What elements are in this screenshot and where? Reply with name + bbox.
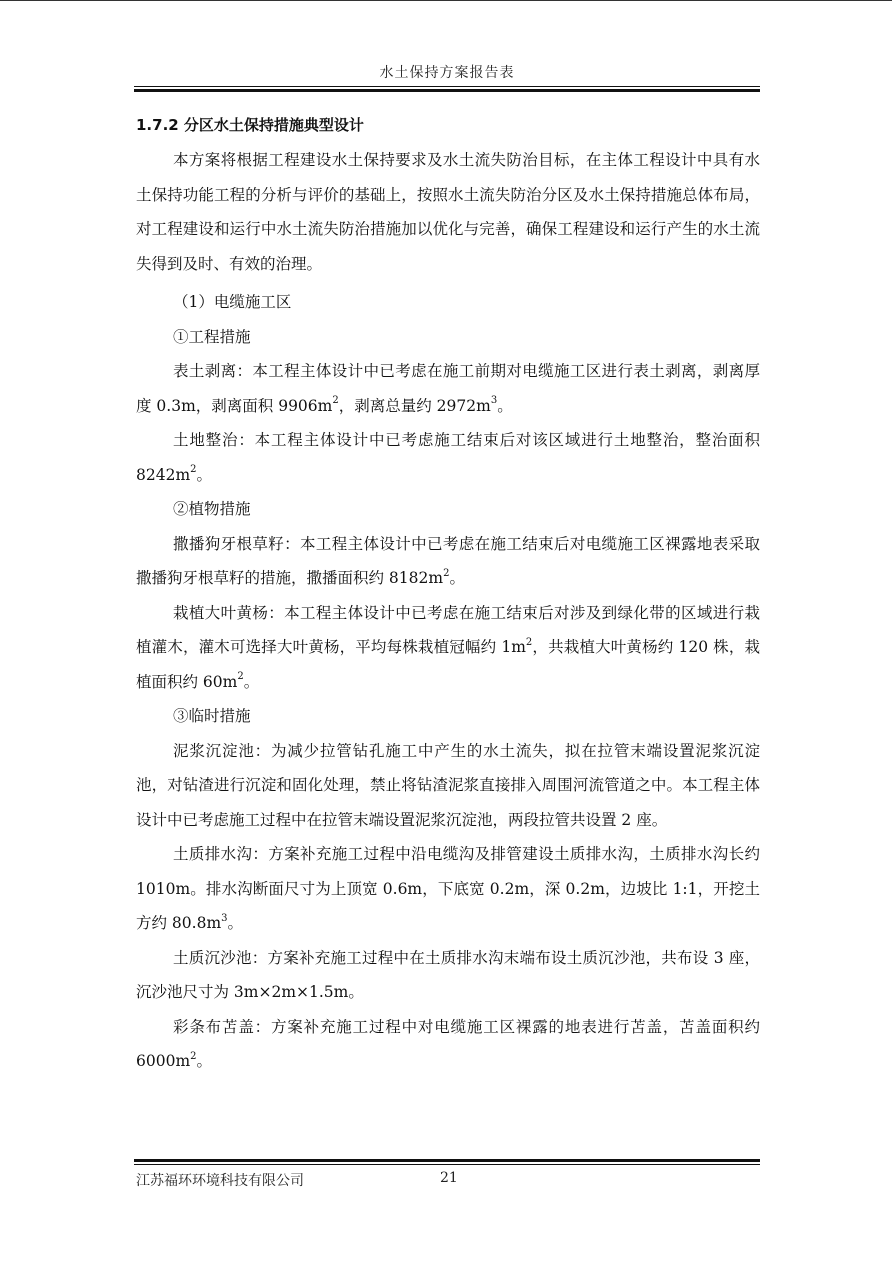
shrub-paragraph (136, 596, 760, 700)
land-text-a: 土地整治：本工程主体设计中已考虑施工结束后对该区域进行土地整治，整治面积 8242m (136, 431, 760, 484)
intro-paragraph: 本方案将根据工程建设水土保持要求及水土流失防治目标，在主体工程设计中具有水土保持功能工程的分析与评价的基础上，按照水土流失防治分区及水土保持措施总体布局，对工程建设和运行中水土流失防治措施加以优化与完善，确保工程建设和运行产生的水土流失得到及时、有效的治理。 (136, 151, 760, 273)
topsoil-text-a: 表土剥离：本工程主体设计中已考虑在施工前期对电缆施工区进行表土剥离，剥离厚度 0.3m，剥离面积 9906m (136, 362, 760, 415)
superscript-2: 2 (237, 671, 244, 683)
topsoil-paragraph (136, 354, 760, 423)
shrub-text-a: 栽植大叶黄杨：本工程主体设计中已考虑在施工结束后对涉及到绿化带的区域进行栽植灌木，灌木可选择大叶黄杨，平均每株栽植冠幅约 1m (136, 603, 760, 656)
shrub-text-c: 。 (243, 672, 260, 691)
topsoil-text-b: ，剥离总量约 2972m (338, 396, 491, 415)
superscript-2: 2 (525, 636, 533, 648)
ditch-paragraph (136, 837, 760, 941)
ditch-text-b: 。 (227, 914, 244, 932)
page-top-edge (0, 0, 892, 1)
cover-text-b: 。 (196, 1052, 213, 1070)
grass-paragraph (136, 527, 760, 596)
superscript-2: 2 (332, 395, 339, 407)
topsoil-text-c: 。 (497, 396, 513, 415)
header-rule-thin (134, 86, 760, 87)
superscript-2: 2 (190, 1050, 197, 1062)
grass-text-b: 。 (449, 569, 465, 587)
superscript-3: 3 (490, 395, 498, 407)
footer-rule-thin (134, 1164, 760, 1165)
section-heading: 1.7.2 分区水土保持措施典型设计 (136, 116, 364, 134)
footer-rule-thick (134, 1159, 760, 1162)
superscript-2: 2 (443, 567, 450, 579)
engineering-title: ①工程措施 (173, 327, 251, 346)
page-content (136, 110, 760, 1079)
land-text-b: 。 (196, 465, 213, 484)
vegetation-title: ②植物措施 (173, 500, 251, 518)
superscript-2: 2 (190, 464, 197, 476)
ditch-text-a: 土质排水沟：方案补充施工过程中沿电缆沟及排管建设土质排水沟，土质排水沟长约 1010m。排水沟断面尺寸为上顶宽 0.6m，下底宽 0.2m，深 0.2m，边坡比 1:1，开挖土方约 80.8m (136, 845, 760, 932)
cover-text-a: 彩条布苫盖：方案补充施工过程中对电缆施工区裸露的地表进行苫盖，苫盖面积约 6000m (136, 1017, 760, 1070)
header-title: 水土保持方案报告表 (379, 65, 515, 81)
temporary-title: ③临时措施 (173, 707, 251, 725)
mud-pond-paragraph: 泥浆沉淀池：为减少拉管钻孔施工中产生的水土流失，拟在拉管末端设置泥浆沉淀池，对钻渣进行沉淀和固化处理，禁止将钻渣泥浆直接排入周围河流管道之中。本工程主体设计中已考虑施工过程中在拉管末端设置泥浆沉淀池，两段拉管共设置 2 座。 (136, 741, 760, 829)
sand-pond-paragraph: 土质沉沙池：方案补充施工过程中在土质排水沟末端布设土质沉沙池，共布设 3 座，沉沙池尺寸为 3m×2m×1.5m。 (136, 948, 760, 1001)
footer-company: 江苏福环环境科技有限公司 (136, 1173, 304, 1189)
page-number: 21 (440, 1170, 458, 1186)
superscript-3: 3 (221, 912, 228, 924)
cover-paragraph (136, 1010, 760, 1079)
zone-title: （1）电缆施工区 (173, 293, 292, 311)
shrub-text-b: ，共栽植大叶黄杨约 120 株，栽植面积约 60m (136, 638, 760, 691)
land-paragraph (136, 423, 760, 492)
header-rule-thick (134, 89, 760, 92)
grass-text-a: 撒播狗牙根草籽：本工程主体设计中已考虑在施工结束后对电缆施工区裸露地表采取撒播狗牙根草籽的措施，撒播面积约 8182m (136, 534, 760, 587)
